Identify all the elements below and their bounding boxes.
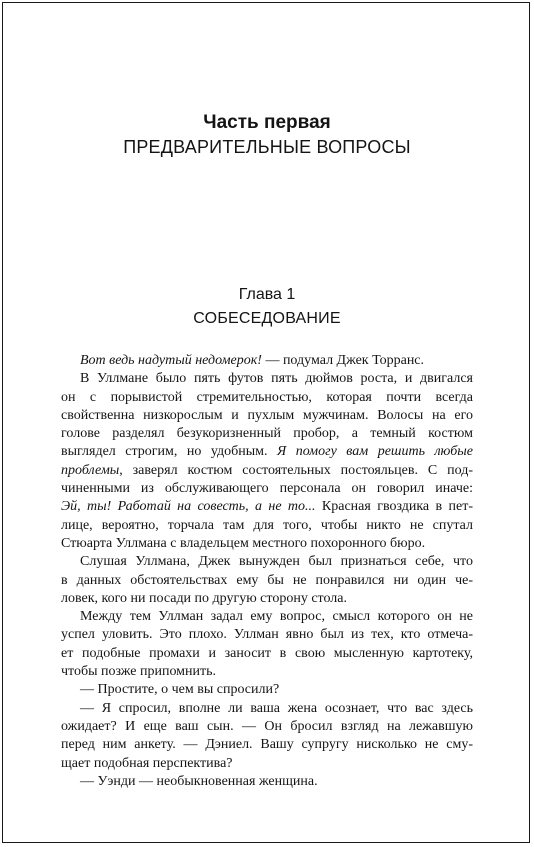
text-run: в данных обстоятельствах ему бы не понравился ни один че- bbox=[61, 572, 473, 588]
text-run: Красная гвоздика в пет- bbox=[315, 499, 473, 515]
text-line bbox=[61, 736, 473, 754]
text-line bbox=[61, 425, 473, 443]
text-line bbox=[61, 462, 473, 480]
text-run: он с порывистой стремительностью, которая почти всегда bbox=[61, 389, 473, 405]
text-line bbox=[61, 773, 473, 791]
text-run: лице, вероятно, торчала там для того, чтобы никто не спутал bbox=[61, 517, 473, 533]
text-run: чтобы позже припомнить. bbox=[61, 664, 217, 680]
chapter-title: СОБЕСЕДОВАНИЕ bbox=[193, 310, 341, 327]
chapter-body-text bbox=[61, 352, 473, 791]
paragraph bbox=[61, 773, 473, 791]
text-line bbox=[61, 663, 473, 681]
text-line bbox=[61, 700, 473, 718]
text-line bbox=[61, 443, 473, 461]
text-line bbox=[61, 352, 473, 370]
text-run: В Уллмане было пять футов пять дюймов роста, и двигался bbox=[80, 371, 473, 387]
text-line bbox=[61, 626, 473, 644]
text-line bbox=[61, 407, 473, 425]
italic-text: Вот ведь надутый недомерок! bbox=[80, 353, 262, 368]
text-run: голове разделял безукоризненный пробор, а темный костюм bbox=[61, 426, 473, 442]
text-run: ловек, кого ни посади по другую сторону стола. bbox=[61, 590, 347, 606]
text-line bbox=[61, 681, 473, 699]
text-run: — Простите, о чем вы спросили? bbox=[80, 682, 280, 698]
text-run: успел уловить. Это плохо. Уллман явно был из тех, кто отмеча- bbox=[61, 627, 473, 643]
text-run: , заверял костюм состоятельных постояльцев. С под- bbox=[119, 462, 473, 478]
text-line bbox=[61, 389, 473, 407]
text-run: — подумал Джек Торранс. bbox=[261, 353, 425, 368]
text-run: свойственна низкорослым и пухлым мужчинам. Волосы на его bbox=[61, 407, 473, 423]
italic-text: Я помогу вам решить любые bbox=[277, 444, 473, 460]
part-title: Часть первая bbox=[203, 112, 331, 133]
paragraph bbox=[61, 352, 473, 370]
text-run: ожидает? И еще ваш сын. — Он бросил взгляд на лежавшую bbox=[61, 718, 473, 734]
text-run: — Уэнди — необыкновенная женщина. bbox=[80, 773, 318, 789]
text-run: Слушая Уллмана, Джек вынужден был признаться себе, что bbox=[80, 554, 473, 570]
text-line bbox=[61, 608, 473, 626]
text-run: щает подобная перспектива? bbox=[61, 755, 233, 771]
text-line bbox=[61, 498, 473, 516]
text-line bbox=[61, 590, 473, 608]
text-run: чиненными из обслуживающего персонала он говорил иначе: bbox=[61, 481, 473, 497]
italic-text: Эй, ты! Работай на совесть, а не то... bbox=[61, 499, 316, 515]
paragraph bbox=[61, 608, 473, 681]
text-run: перед ним анкету. — Дэниел. Вашу супругу нисколько не сму- bbox=[61, 737, 473, 753]
paragraph bbox=[61, 700, 473, 773]
italic-text: проблемы bbox=[61, 462, 120, 478]
paragraph bbox=[61, 681, 473, 699]
paragraph bbox=[61, 553, 473, 608]
part-subtitle: ПРЕДВАРИТЕЛЬНЫЕ ВОПРОСЫ bbox=[123, 137, 411, 157]
text-line bbox=[61, 480, 473, 498]
text-line bbox=[61, 718, 473, 736]
text-line bbox=[61, 517, 473, 535]
text-line bbox=[61, 370, 473, 388]
text-run: — Я спросил, вполне ли ваша жена осознает, что вас здесь bbox=[80, 700, 473, 716]
text-line bbox=[61, 572, 473, 590]
text-line bbox=[61, 553, 473, 571]
text-run: Стюарта Уллмана с владельцем местного похоронного бюро. bbox=[61, 535, 426, 551]
text-run: Между тем Уллман задал ему вопрос, смысл которого он не bbox=[80, 609, 473, 625]
text-line bbox=[61, 645, 473, 663]
text-run: выглядел строгим, но удобным. bbox=[61, 444, 277, 460]
text-run: ет подобные промахи и заносит в свою мысленную картотеку, bbox=[61, 645, 473, 661]
text-line bbox=[61, 755, 473, 773]
text-line bbox=[61, 535, 473, 553]
paragraph bbox=[61, 370, 473, 553]
chapter-number: Глава 1 bbox=[238, 286, 296, 303]
